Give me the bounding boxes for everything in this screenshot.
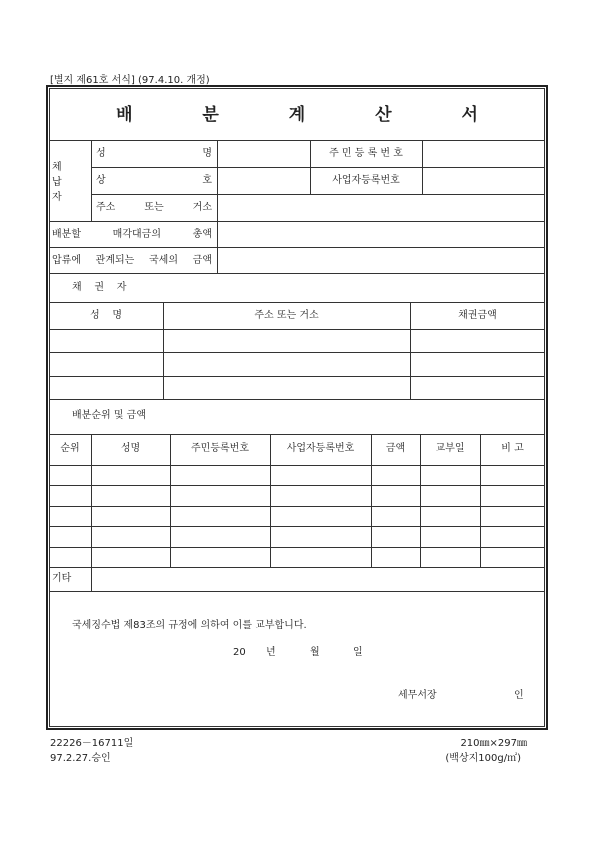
date-day-unit: 일 <box>353 647 363 658</box>
signer-seal: 인 <box>514 690 524 701</box>
rule <box>422 140 423 194</box>
related-tax-label: 압류에 관계되는 국세의 금액 <box>52 255 212 266</box>
date-month-unit: 월 <box>310 647 320 658</box>
dist-col-name: 성명 <box>120 443 141 454</box>
rule <box>49 302 545 303</box>
footer-code: 22226－16711일 <box>50 738 134 749</box>
rule <box>49 547 545 548</box>
creditor-col-amount: 채권금액 <box>458 310 497 321</box>
date-year: 20 <box>233 647 246 658</box>
distribution-total-label: 배분할 매각대금의 총액 <box>52 229 212 240</box>
rule <box>49 140 545 141</box>
rule <box>91 140 92 221</box>
rule <box>49 376 545 377</box>
rule <box>49 506 545 507</box>
date-year-unit: 년 <box>266 647 276 658</box>
rule <box>49 221 545 222</box>
dist-col-rank: 순위 <box>60 443 80 454</box>
creditor-col-address: 주소 또는 거소 <box>254 310 319 321</box>
dist-col-resident-no: 주민등록번호 <box>191 443 249 454</box>
trade-name-label: 상 호 <box>96 175 212 186</box>
rule <box>49 591 545 592</box>
rule <box>49 434 545 435</box>
rule <box>49 485 545 486</box>
rule <box>49 526 545 527</box>
dist-col-remarks: 비 고 <box>501 443 524 454</box>
address-label: 주소 또는 거소 <box>96 202 212 213</box>
rule <box>217 140 218 273</box>
rule <box>49 465 545 466</box>
rule <box>91 167 545 168</box>
rule <box>91 434 92 591</box>
signer-title: 세무서장 <box>398 690 437 701</box>
other-label: 기타 <box>52 573 72 584</box>
rule <box>49 273 545 274</box>
footer-paper: (백상지100g/㎡) <box>445 753 521 764</box>
rule <box>49 352 545 353</box>
resident-reg-no-label: 주 민 등 록 번 호 <box>329 148 403 159</box>
creditor-col-name: 성 명 <box>89 310 123 321</box>
creditor-section-label: 채 권 자 <box>72 282 127 293</box>
name-label: 성 명 <box>96 148 212 159</box>
rule <box>91 194 545 195</box>
footer-approval: 97.2.27.승인 <box>50 753 111 764</box>
form-title: 배 분 계 산 서 <box>116 105 510 125</box>
distribution-section-label: 배분순위 및 금액 <box>72 410 146 421</box>
rule <box>49 329 545 330</box>
footer-size: 210㎜×297㎜ <box>460 738 527 749</box>
dist-col-business-no: 사업자등록번호 <box>286 443 355 454</box>
rule <box>49 399 545 400</box>
form-caption: [별지 제61호 서식] (97.4.10. 개정) <box>50 75 210 86</box>
statement-text: 국세징수법 제83조의 규정에 의하여 이를 교부합니다. <box>72 620 307 631</box>
business-reg-no-label: 사업자등록번호 <box>332 175 400 186</box>
dist-col-delivery-date: 교부일 <box>435 443 465 454</box>
dist-col-amount: 금액 <box>385 443 406 454</box>
rule <box>49 567 545 568</box>
rule <box>49 247 545 248</box>
taxpayer-group-label: 체 납 자 <box>52 162 62 203</box>
